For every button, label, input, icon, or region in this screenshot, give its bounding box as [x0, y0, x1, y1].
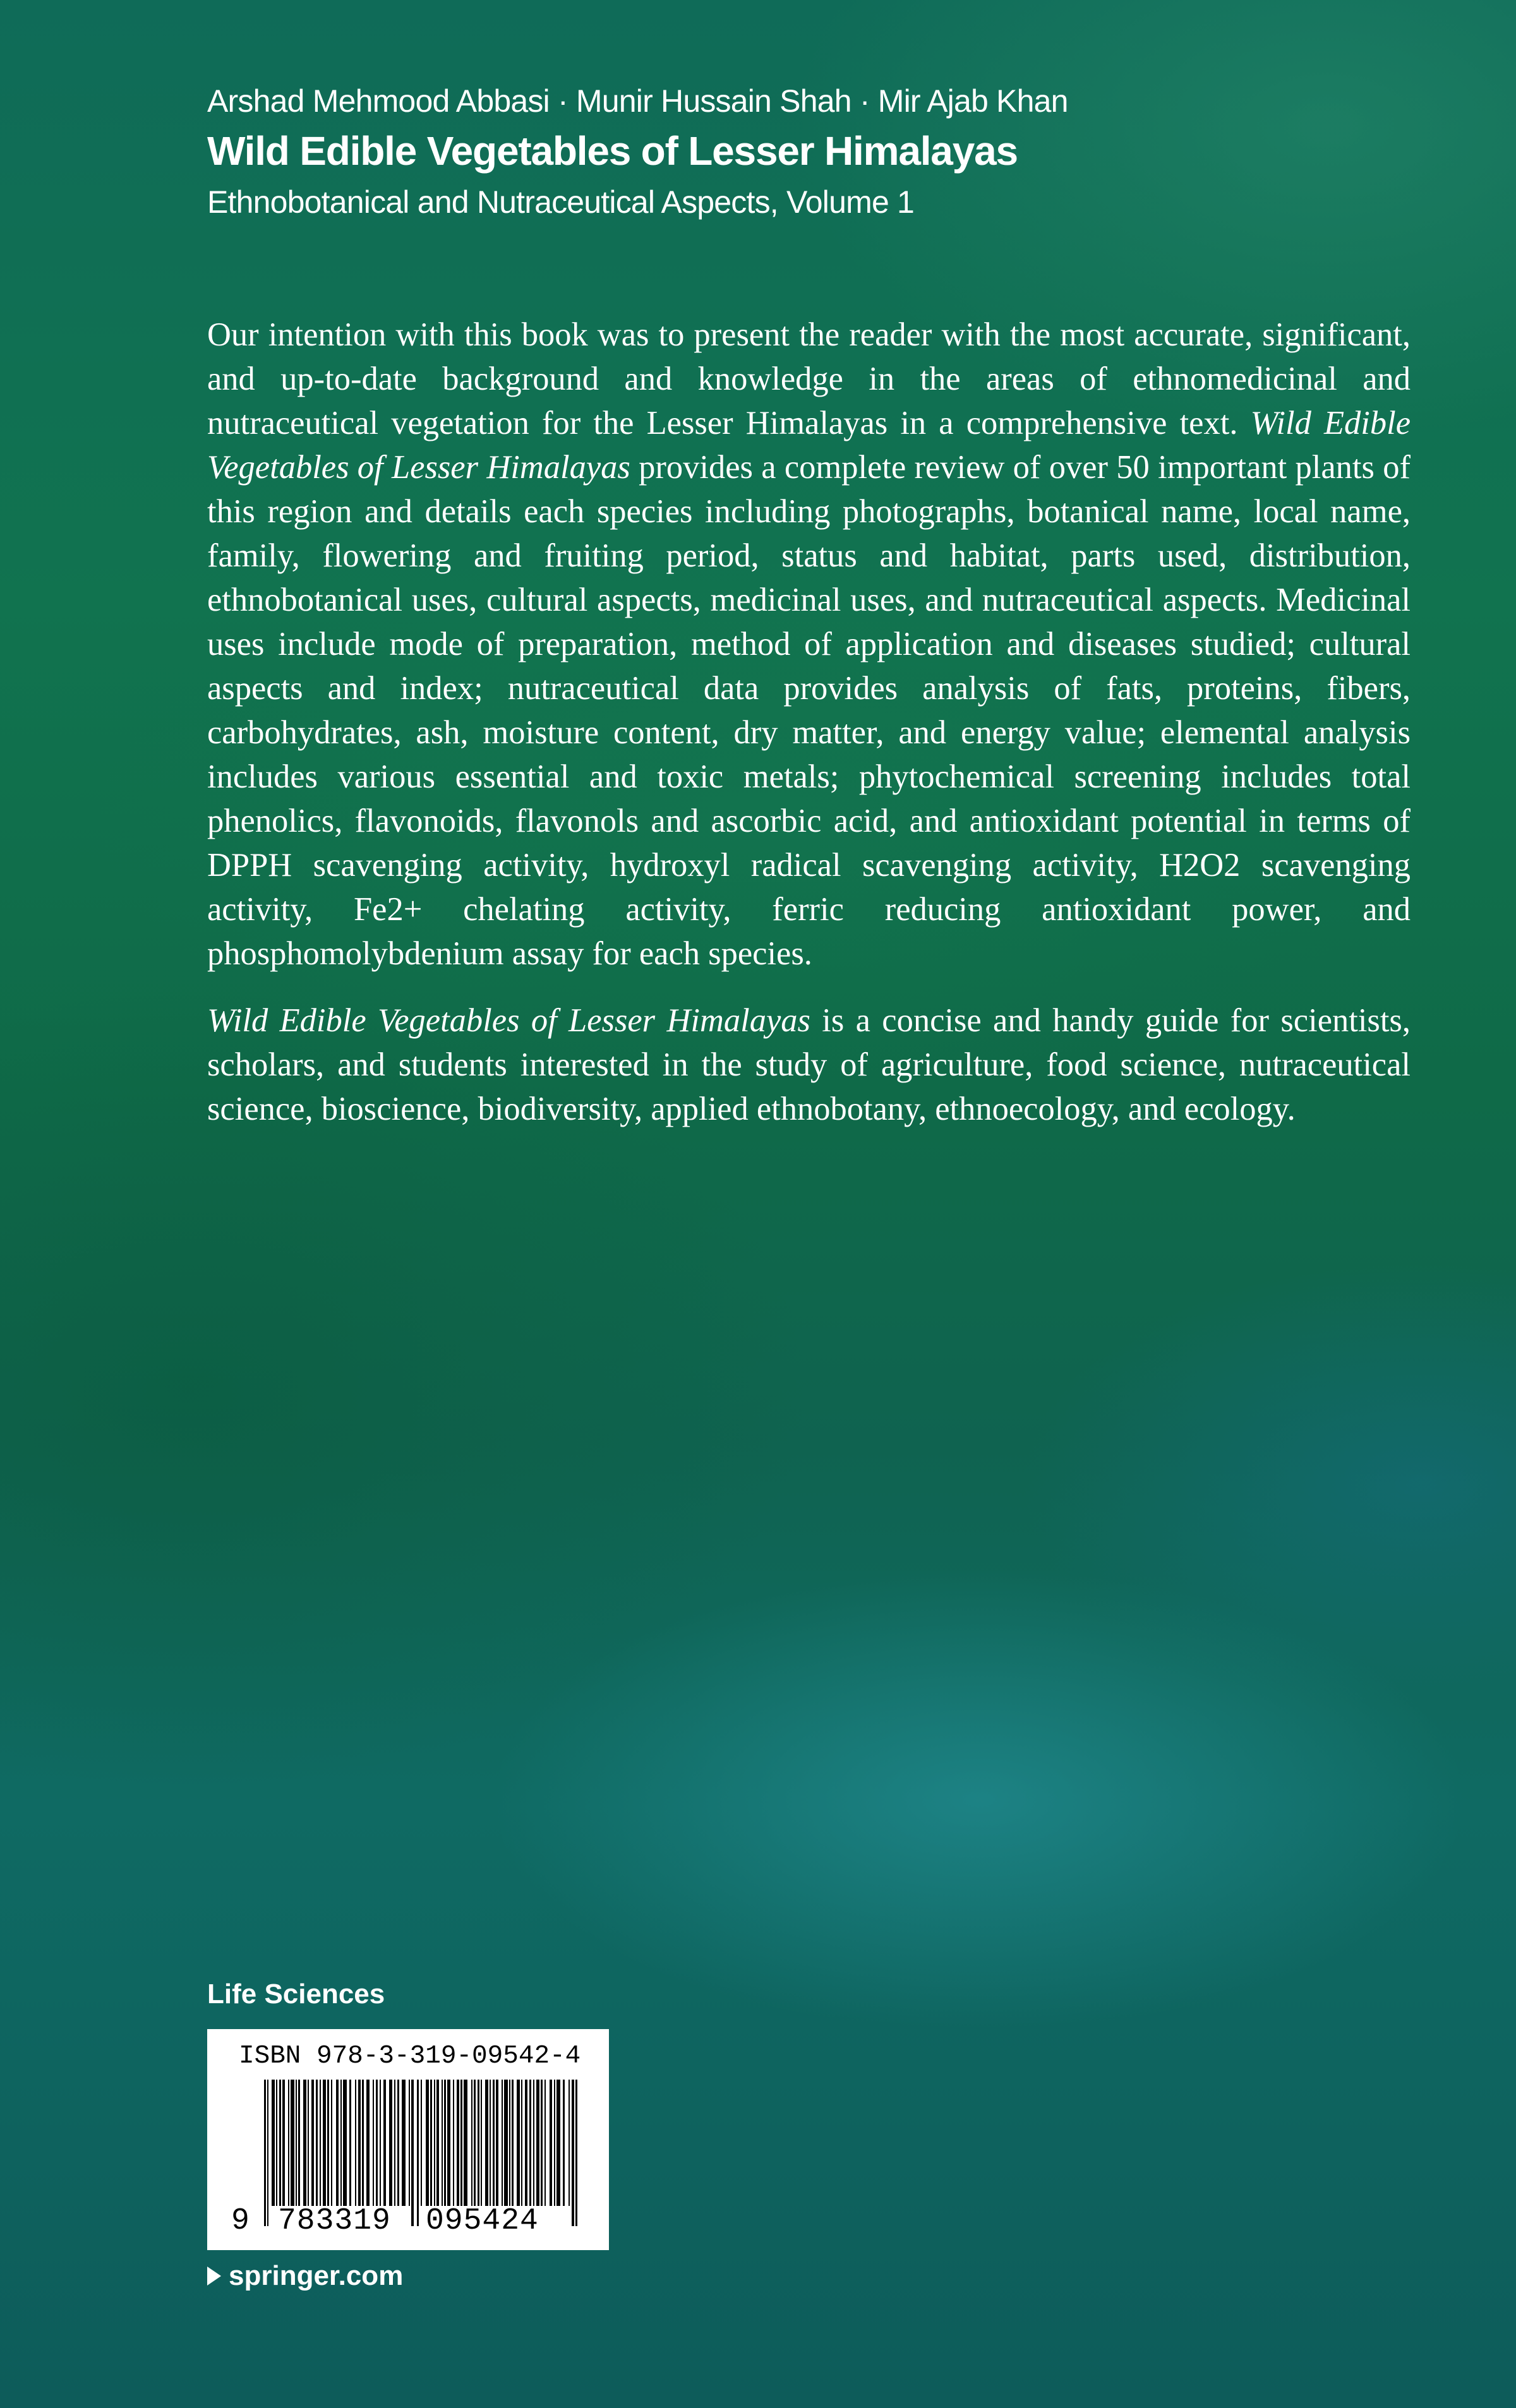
barcode-bar: [536, 2080, 539, 2206]
barcode-bar: [276, 2080, 277, 2206]
barcode-bar: [447, 2080, 450, 2206]
barcode-bar: [279, 2080, 281, 2206]
barcode-bar: [327, 2080, 329, 2206]
barcode-bar: [512, 2080, 514, 2206]
isbn-label: ISBN 978-3-319-09542-4: [239, 2042, 581, 2071]
barcode-bar: [541, 2080, 543, 2206]
book-description: [207, 313, 1411, 1154]
barcode-bar: [366, 2080, 370, 2206]
description-title-italic: Wild Edible Vegetables of Lesser Himalayas: [207, 405, 1411, 486]
barcode-bar: [529, 2080, 531, 2206]
barcode-bar: [464, 2080, 467, 2206]
barcode-bar: [264, 2080, 266, 2226]
barcode-bar: [572, 2080, 574, 2226]
publisher-website[interactable]: [207, 2258, 403, 2294]
barcode-bar: [493, 2080, 495, 2206]
barcode-bar: [460, 2080, 462, 2206]
barcode-bar: [568, 2080, 570, 2206]
barcode-bar: [453, 2080, 454, 2206]
barcode-bar: [331, 2080, 332, 2206]
barcode-first-digit: 9: [231, 2204, 250, 2238]
barcode-bar: [343, 2080, 347, 2206]
website-link[interactable]: springer.com: [229, 2260, 404, 2291]
barcode-bar: [554, 2080, 555, 2206]
barcode-bar: [296, 2080, 297, 2206]
barcode-digits-left: 783319: [278, 2204, 391, 2238]
barcode-bar: [471, 2080, 472, 2206]
barcode-bar: [457, 2080, 459, 2206]
barcode-bar: [485, 2080, 488, 2206]
description-text: provides a complete review of over 50 important plants of this region and details each species including photographs, botanical name, local name, family, flowering and fruiting period, status and habitat, parts used, distribution, ethnobotanical uses, cultural aspects, medicinal uses, and nutraceutical aspects. Medicinal uses include mode of preparation, method of application and diseases studied; cultural aspects and index; nutraceutical data provides analysis of fats, proteins, fibers, carbohydrates, ash, moisture content, dry matter, and energy value; elemental analysis includes various essential and toxic metals; phytochemical screening includes total phenolics, flavonoids, flavonols and ascorbic acid, and antioxidant potential in terms of DPPH scavenging activity, hydroxyl radical scavenging activity, H2O2 scavenging activity, Fe2+ chelating activity, ferric reducing antioxidant power, and phosphomolybdenium assay for each species.: [207, 449, 1411, 972]
description-paragraph-1: [207, 313, 1411, 976]
barcode-bar: [417, 2080, 419, 2226]
barcode-bar: [340, 2080, 342, 2206]
barcode-bar: [272, 2080, 275, 2206]
description-paragraph-2: [207, 998, 1411, 1131]
barcode-bar: [303, 2080, 306, 2206]
description-text: Our intention with this book was to present the reader with the most accurate, significant, and up-to-date background and knowledge in the areas of ethnomedicinal and nutraceutical vegetation for the Lesser Himalayas in a comprehensive text.: [207, 316, 1411, 441]
barcode-bar: [380, 2080, 381, 2206]
barcode-digits-right: 095424: [426, 2204, 539, 2238]
barcode-bar: [389, 2080, 392, 2206]
barcode-bar: [550, 2080, 552, 2206]
cover-header: [207, 81, 1407, 222]
description-text: is a concise and handy guide for scientists, scholars, and students interested in the study of agriculture, food science, nutraceutical science, bioscience, biodiversity, applied ethnobotany, ethnoecology, and ecology.: [207, 1002, 1411, 1127]
barcode-bar: [397, 2080, 399, 2206]
barcode-bar: [490, 2080, 491, 2206]
book-title: Wild Edible Vegetables of Lesser Himalayas: [207, 128, 1018, 174]
book-subtitle: Ethnobotanical and Nutraceutical Aspects, Volume 1: [207, 184, 915, 220]
barcode-bar: [521, 2080, 522, 2206]
author-names: Arshad Mehmood Abbasi · Munir Hussain Shah · Mir Ajab Khan: [207, 83, 1068, 119]
description-title-italic: Wild Edible Vegetables of Lesser Himalayas: [207, 1002, 810, 1039]
subject-category: Life Sciences: [207, 1979, 385, 2010]
barcode-bar: [282, 2080, 285, 2206]
barcode-bar: [556, 2080, 560, 2206]
barcode-bar: [409, 2080, 410, 2206]
barcode-bar: [358, 2080, 361, 2206]
barcode-bar: [478, 2080, 479, 2206]
barcode-bar: [411, 2080, 414, 2226]
barcode-bar: [349, 2080, 351, 2206]
barcode-bar: [320, 2080, 321, 2206]
barcode-bar: [311, 2080, 314, 2206]
barcode-bar: [298, 2080, 300, 2206]
barcode-bar: [533, 2080, 534, 2206]
barcode-bar: [481, 2080, 482, 2206]
barcode-bar: [504, 2080, 508, 2206]
barcode-bar: [430, 2080, 432, 2206]
barcode-bar: [442, 2080, 443, 2206]
barcode-bar: [436, 2080, 439, 2206]
barcode-bar: [502, 2080, 503, 2206]
barcode-bar: [291, 2080, 294, 2206]
barcode-bar: [525, 2080, 527, 2206]
barcode-bar: [316, 2080, 318, 2206]
barcode-bar: [434, 2080, 435, 2206]
barcode-bar: [444, 2080, 446, 2206]
barcode-bar: [376, 2080, 378, 2206]
arrow-right-icon: [207, 2267, 221, 2285]
barcode-bar: [373, 2080, 374, 2206]
barcode-bars: [207, 2029, 609, 2250]
barcode-bar: [308, 2080, 309, 2206]
barcode-bar: [355, 2080, 356, 2206]
barcode-bar: [267, 2080, 268, 2226]
barcode-bar: [383, 2080, 386, 2206]
barcode-bar: [496, 2080, 498, 2206]
barcode-bar: [474, 2080, 476, 2206]
barcode-bar: [394, 2080, 395, 2206]
barcode-bar: [421, 2080, 422, 2206]
barcode-bar: [336, 2080, 339, 2206]
barcode-bar: [402, 2080, 406, 2206]
barcode-bar: [544, 2080, 546, 2206]
barcode-bar: [288, 2080, 289, 2206]
barcode-bar: [426, 2080, 429, 2206]
barcode-bar: [509, 2080, 510, 2206]
barcode-bar: [563, 2080, 565, 2206]
barcode-bar: [323, 2080, 326, 2206]
barcode-bar: [575, 2080, 577, 2226]
barcode-bar: [517, 2080, 520, 2206]
barcode-bar: [362, 2080, 364, 2206]
isbn-barcode: [207, 2029, 609, 2250]
